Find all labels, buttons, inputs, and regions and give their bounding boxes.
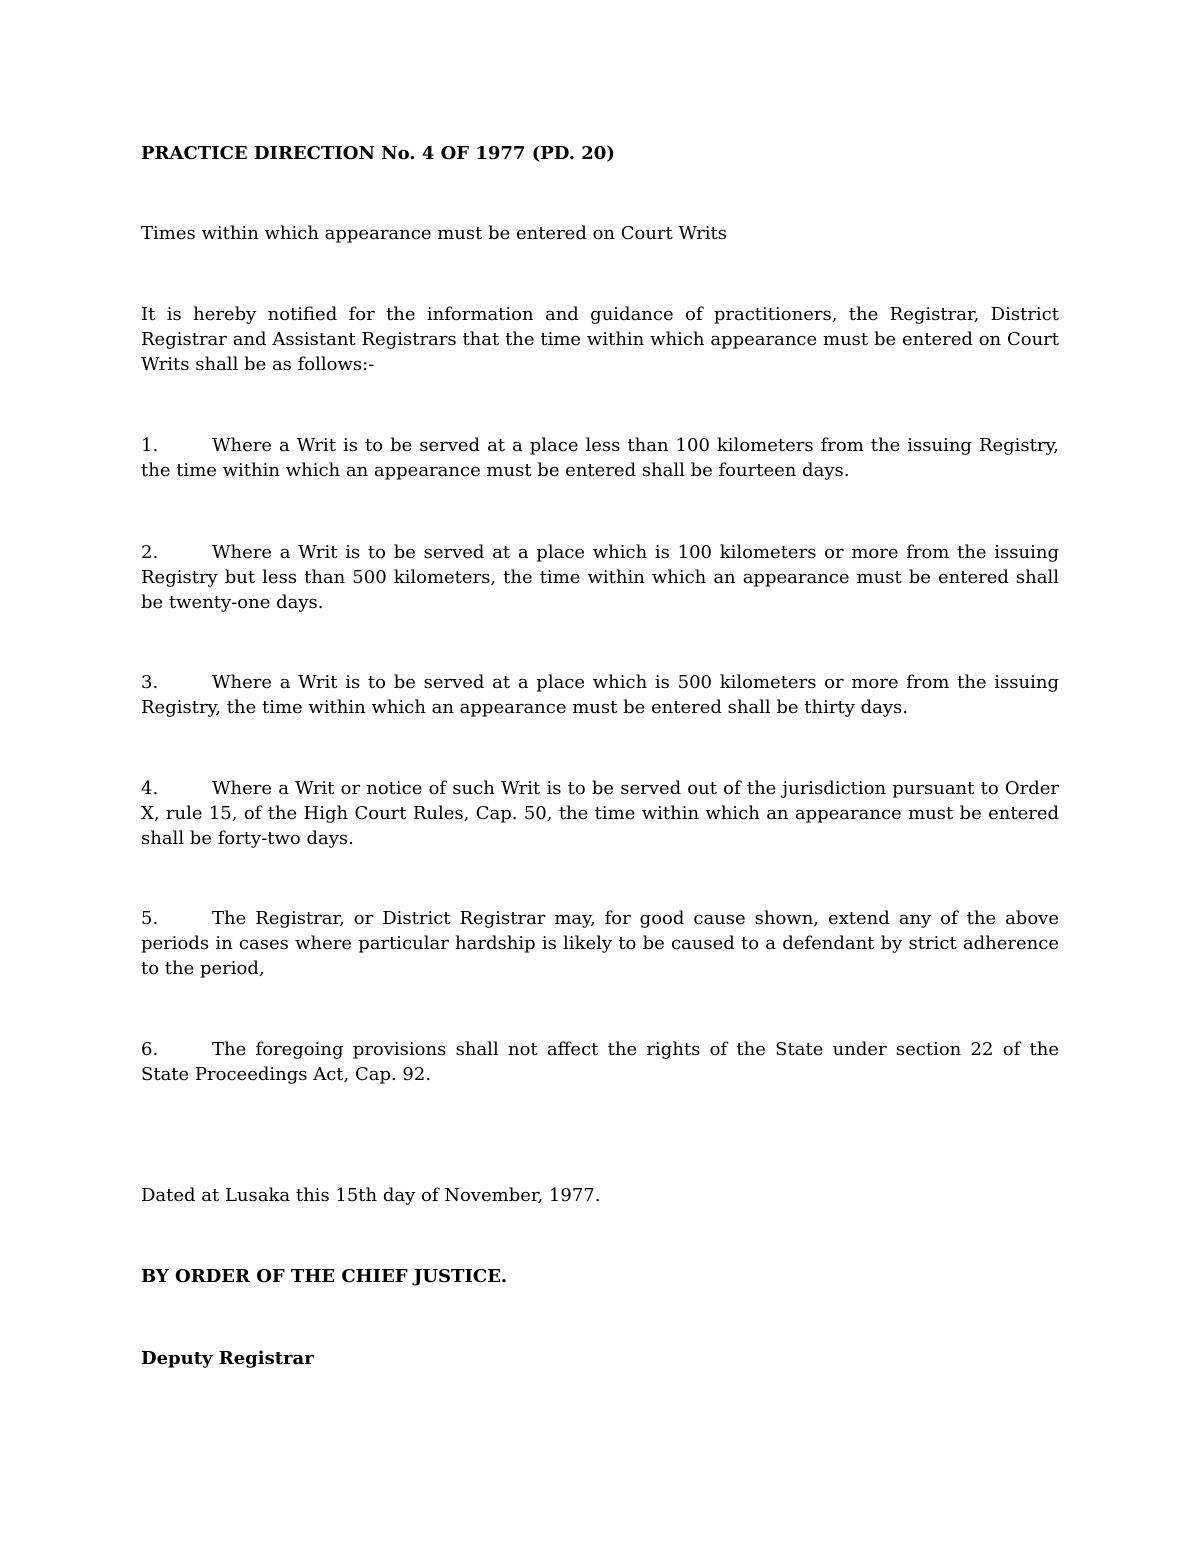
item-text: The foregoing provisions shall not affect the rights of the State under section 22 of the State Proceedings Act, Cap. 92. (141, 1039, 1059, 1085)
document-title: PRACTICE DIRECTION No. 4 OF 1977 (PD. 20) (141, 143, 615, 164)
dated-line: Dated at Lusaka this 15th day of November, 1977. (141, 1185, 601, 1206)
list-item (141, 776, 1059, 851)
item-text: Where a Writ is to be served at a place less than 100 kilometers from the issuing Registry, the time within which an appearance must be entered shall be fourteen days. (141, 435, 1059, 481)
list-item (141, 670, 1059, 720)
item-number: 1. (141, 435, 159, 456)
intro-paragraph: It is hereby notified for the information and guidance of practitioners, the Registrar, District Registrar and Assistant Registrars that the time within which appearance must be entered on Court Writs shall be as follows:- (141, 304, 1059, 375)
item-text: Where a Writ is to be served at a place which is 500 kilometers or more from the issuing Registry, the time within which an appearance must be entered shall be thirty days. (141, 672, 1059, 718)
item-number: 4. (141, 778, 159, 799)
list-item (141, 1037, 1059, 1087)
document-subtitle: Times within which appearance must be entered on Court Writs (141, 223, 728, 244)
list-item (141, 906, 1059, 981)
item-text: Where a Writ is to be served at a place which is 100 kilometers or more from the issuing Registry but less than 500 kilometers, the time within which an appearance must be entered shall be twenty-one days. (141, 542, 1059, 613)
item-number: 5. (141, 908, 159, 929)
item-text: Where a Writ or notice of such Writ is to be served out of the jurisdiction pursuant to Order X, rule 15, of the High Court Rules, Cap. 50, the time within which an appearance must be entered shall be forty-two days. (141, 778, 1059, 849)
item-number: 2. (141, 542, 159, 563)
list-item (141, 433, 1059, 483)
item-text: The Registrar, or District Registrar may, for good cause shown, extend any of the above periods in cases where particular hardship is likely to be caused to a defendant by strict adherence to the period, (141, 908, 1059, 979)
item-number: 3. (141, 672, 159, 693)
list-item (141, 540, 1059, 615)
order-line: BY ORDER OF THE CHIEF JUSTICE. (141, 1266, 508, 1287)
item-number: 6. (141, 1039, 159, 1060)
signatory: Deputy Registrar (141, 1348, 314, 1369)
